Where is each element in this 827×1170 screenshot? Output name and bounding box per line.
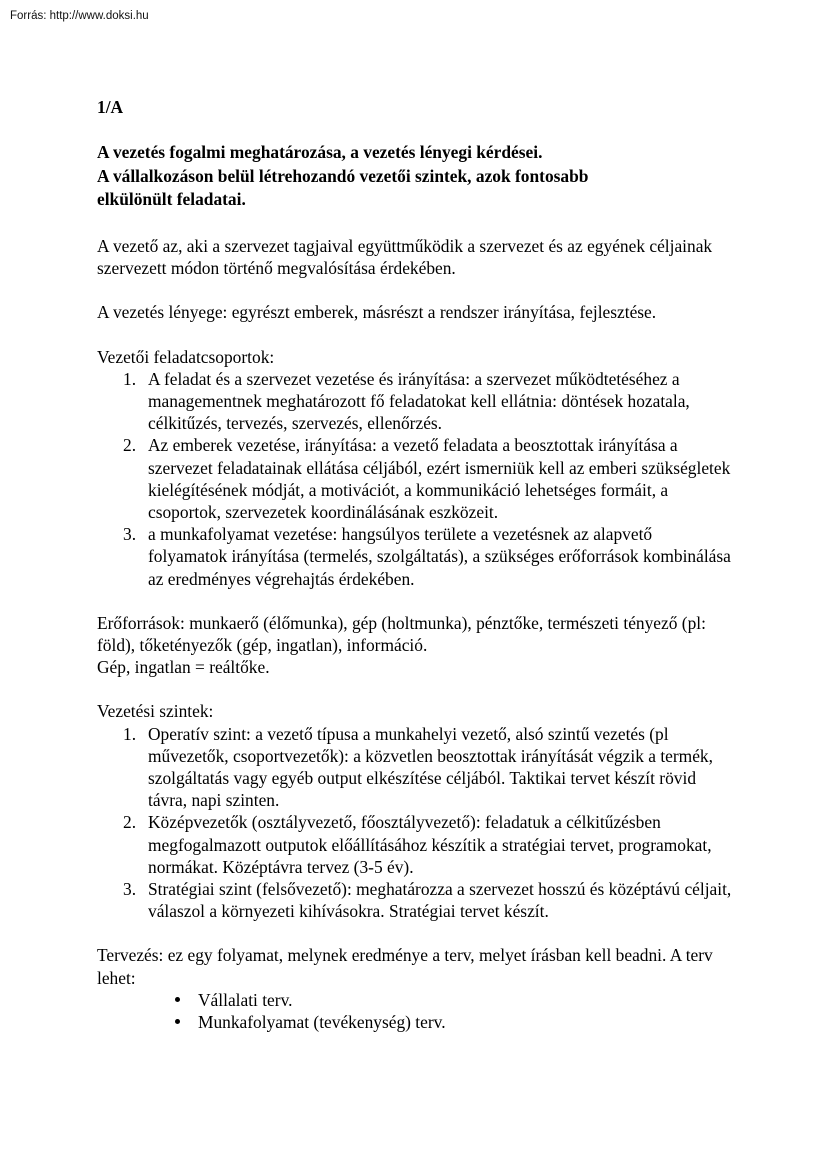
- spacer: [97, 324, 733, 346]
- page-title-line-2: A vállalkozáson belül létrehozandó vezetői szintek, azok fontosabb: [97, 165, 589, 186]
- list-task-groups: [97, 368, 733, 590]
- spacer: [97, 678, 733, 700]
- list-marker: 2.: [123, 435, 137, 456]
- spacer: [97, 279, 733, 301]
- spacer: [97, 590, 733, 612]
- list-item: [97, 368, 733, 435]
- paragraph-leader-definition: A vezető az, aki a szervezet tagjaival együttműködik a szervezet és az egyének céljainak szervezett módon történő megvalósítása érdekében.: [97, 235, 713, 279]
- spacer: [97, 118, 733, 141]
- list-item-text: Munkafolyamat (tevékenység) terv.: [198, 1012, 446, 1033]
- list-item: [97, 1011, 733, 1033]
- list-item-text: Az emberek vezetése, irányítása: a vezető feladata a beosztottak irányítása a szervezet feladatainak ellátása céljából, ezért ismerniük kell az emberi szükségletek kielégítésének módját, a motivációt, a kommunikáció lehetséges formáit, a csoportok, szervezetek koordinálásának eszközeit.: [148, 435, 731, 523]
- source-header: Forrás: http://www.doksi.hu: [10, 10, 149, 22]
- list-item-text: a munkafolyamat vezetése: hangsúlyos területe a vezetésnek az alapvető folyamatok irányítása (termelés, szolgáltatás), a szükséges erőforrások kombinálása az eredményes végrehajtás érdekében.: [148, 524, 731, 589]
- list-item: [97, 523, 733, 590]
- paragraph-planning-intro: Tervezés: ez egy folyamat, melynek eredménye a terv, melyet írásban kell beadni. A terv lehet:: [97, 945, 713, 988]
- list-item-text: Középvezetők (osztályvezető, főosztályvezető): feladatuk a célkitűzésben megfogalmazott outputok előállításához készítik a stratégiai tervet, programokat, normákat. Középtávra tervez (3-5 év).: [148, 812, 712, 877]
- list-plan-types: [97, 989, 733, 1033]
- list-item: [97, 989, 733, 1011]
- list-item-text: Operatív szint: a vezető típusa a munkahelyi vezető, alsó szintű vezetés (pl művezetők, csoportvezetők): a közvetlen beosztottak irányítását végzik a termék, szolgáltatás vagy egyéb output elkészítése céljából. Taktikai tervet készít rövid távra, napi szinten.: [148, 723, 713, 811]
- list-item: [97, 434, 733, 523]
- bullet-icon: [175, 997, 180, 1002]
- list-marker: 2.: [123, 812, 137, 833]
- paragraph-resources: Erőforrások: munkaerő (élőmunka), gép (holtmunka), pénztőke, természeti tényező (pl: föld), tőketényezők (gép, ingatlan), információ.: [97, 612, 706, 656]
- heading-management-levels: Vezetési szintek:: [97, 701, 214, 722]
- list-item: [97, 723, 733, 812]
- paragraph-real-capital: Gép, ingatlan = reáltőke.: [97, 657, 270, 678]
- spacer: [97, 212, 733, 235]
- spacer: [97, 922, 733, 944]
- list-item: [97, 878, 733, 922]
- list-item: [97, 811, 733, 878]
- document-body: [97, 96, 733, 1033]
- page-title-line-1: A vezetés fogalmi meghatározása, a vezetés lényegi kérdései.: [97, 142, 543, 163]
- list-management-levels: [97, 723, 733, 923]
- bullet-icon: [175, 1019, 180, 1024]
- list-item-text: Stratégiai szint (felsővezető): meghatározza a szervezet hosszú és középtávú céljait, válaszol a környezeti kihívásokra. Stratégiai tervet készít.: [148, 879, 732, 922]
- heading-task-groups: Vezetői feladatcsoportok:: [97, 346, 275, 367]
- list-marker: 1.: [123, 723, 137, 744]
- paragraph-management-essence: A vezetés lényege: egyrészt emberek, másrészt a rendszer irányítása, fejlesztése.: [97, 302, 657, 323]
- list-item-text: A feladat és a szervezet vezetése és irányítása: a szervezet működtetéséhez a managementnek meghatározott fő feladatokat kell ellátnia: döntések hozatala, célkitűzés, tervezés, szervezés, ellenőrzés.: [148, 368, 690, 434]
- list-marker: 1.: [123, 368, 137, 389]
- list-item-text: Vállalati terv.: [198, 989, 293, 1010]
- page-title-line-3: elkülönült feladatai.: [97, 189, 246, 210]
- page-title: [97, 141, 733, 212]
- list-marker: 3.: [123, 524, 137, 545]
- document-id-label: 1/A: [97, 97, 124, 117]
- list-marker: 3.: [123, 879, 137, 900]
